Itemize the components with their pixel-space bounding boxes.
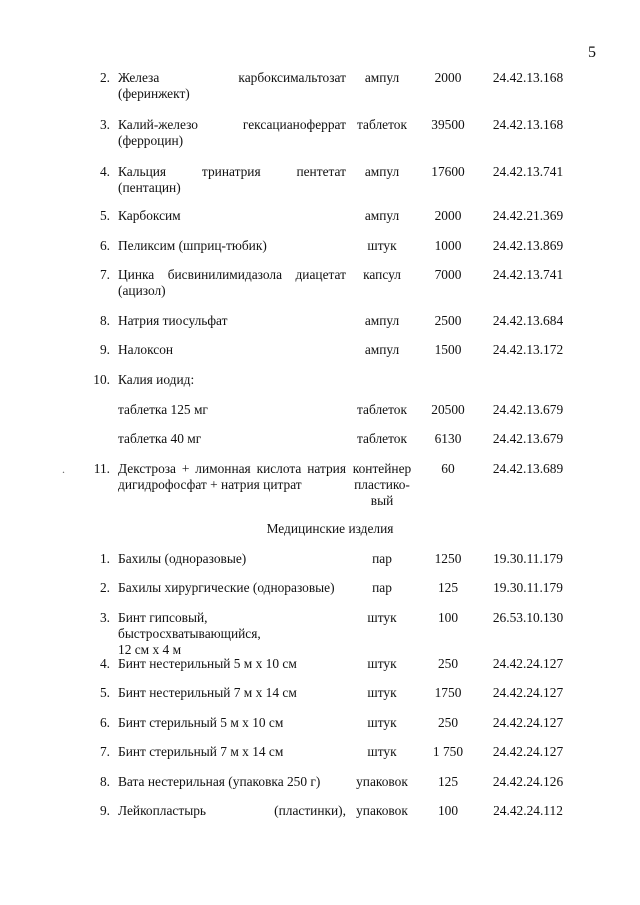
table-row <box>80 313 578 329</box>
item-code: 19.30.11.179 <box>493 551 563 566</box>
item-quantity: 7000 <box>434 267 462 282</box>
page-number: 5 <box>588 44 596 61</box>
row-number: 1. <box>99 551 110 566</box>
item-unit: штук <box>367 685 397 700</box>
item-quantity: 250 <box>437 656 459 671</box>
item-unit: таблеток <box>357 402 407 417</box>
item-name: Декстроза + лимонная кислота натрия дигидрофосфат + натрия цитрат <box>118 461 346 492</box>
item-unit: ампул <box>364 70 400 85</box>
item-unit: ампул <box>364 164 400 179</box>
table-row <box>80 208 578 224</box>
row-number: 4. <box>99 164 110 179</box>
item-code: 24.42.13.172 <box>492 342 564 357</box>
item-code: 24.42.24.127 <box>492 656 564 671</box>
item-code: 24.42.13.684 <box>492 313 564 328</box>
item-unit: ампул <box>364 208 400 223</box>
table-row <box>80 164 578 196</box>
item-name: таблетка 125 мг <box>118 402 208 417</box>
table-row <box>80 744 578 760</box>
table-row <box>80 342 578 358</box>
section-title: Медицинские изделия <box>266 521 394 536</box>
item-quantity: 250 <box>437 715 459 730</box>
item-name: Бахилы хирургические (одноразовые) <box>118 580 335 595</box>
item-name: Бинт нестерильный 5 м х 10 см <box>118 656 297 671</box>
item-quantity: 17600 <box>431 164 465 179</box>
item-quantity: 1000 <box>434 238 462 253</box>
item-quantity: 125 <box>437 774 459 789</box>
item-name: Железа карбоксимальтозат (феринжект) <box>118 70 346 101</box>
row-number: 10. <box>93 372 110 387</box>
table-row <box>80 656 578 672</box>
table-row <box>80 372 346 388</box>
item-quantity: 39500 <box>431 117 465 132</box>
item-name: Кальция тринатрия пентетат (пентацин) <box>118 164 346 195</box>
row-number: 2. <box>99 580 110 595</box>
item-name: Калий-железо гексацианоферрат (ферроцин) <box>118 117 346 148</box>
item-quantity: 100 <box>437 610 459 625</box>
item-name: Вата нестерильная (упаковка 250 г) <box>118 774 321 789</box>
table-row <box>80 580 578 596</box>
row-number: 5. <box>99 208 110 223</box>
item-code: 24.42.13.689 <box>492 461 564 476</box>
item-quantity: 125 <box>437 580 459 595</box>
item-code: 24.42.24.127 <box>492 744 564 759</box>
item-name: Калия иодид: <box>118 372 195 387</box>
margin-mark: . <box>62 462 65 476</box>
row-number: 9. <box>99 803 110 818</box>
item-quantity: 2000 <box>434 70 462 85</box>
table-row <box>80 685 578 701</box>
item-name: Пеликсим (шприц-тюбик) <box>118 238 267 253</box>
item-quantity: 1750 <box>434 685 462 700</box>
table-row <box>80 238 578 254</box>
item-code: 24.42.13.679 <box>492 402 564 417</box>
item-quantity: 2500 <box>434 313 462 328</box>
table-row <box>80 715 578 731</box>
row-number: 6. <box>99 715 110 730</box>
row-number: 11. <box>93 461 110 476</box>
item-name: Карбоксим <box>118 208 181 223</box>
item-code: 24.42.24.127 <box>492 715 564 730</box>
item-unit: пар <box>372 551 392 566</box>
item-unit: штук <box>367 610 397 625</box>
table-row <box>80 117 578 149</box>
item-code: 24.42.24.112 <box>493 803 563 818</box>
row-number: 7. <box>99 267 110 282</box>
item-quantity: 1250 <box>434 551 462 566</box>
item-name: таблетка 40 мг <box>118 431 202 446</box>
item-unit: ампул <box>364 342 400 357</box>
item-code: 24.42.24.127 <box>492 685 564 700</box>
item-unit: таблеток <box>357 431 407 446</box>
item-unit: штук <box>367 744 397 759</box>
item-name: Бинт нестерильный 7 м х 14 см <box>118 685 297 700</box>
item-quantity: 1 750 <box>432 744 464 759</box>
item-quantity: 20500 <box>431 402 465 417</box>
item-quantity: 6130 <box>434 431 462 446</box>
item-quantity: 100 <box>437 803 459 818</box>
item-code: 26.53.10.130 <box>492 610 564 625</box>
table-subrow <box>80 431 578 447</box>
item-name: Бинт гипсовый, быстросхватывающийся, 12 см х 4 м <box>118 610 261 657</box>
table-row <box>80 774 578 790</box>
row-number: 3. <box>99 117 110 132</box>
item-unit: штук <box>367 238 397 253</box>
item-name: Налоксон <box>118 342 174 357</box>
item-name: Цинка бисвинилимидазола диацетат (ацизол) <box>118 267 346 298</box>
row-number: 9. <box>99 342 110 357</box>
item-code: 19.30.11.179 <box>493 580 563 595</box>
table-row <box>62 461 578 509</box>
item-quantity: 1500 <box>434 342 462 357</box>
item-code: 24.42.13.869 <box>492 238 564 253</box>
item-code: 24.42.13.741 <box>492 267 564 282</box>
table-row <box>80 610 578 658</box>
item-name: Бахилы (одноразовые) <box>118 551 247 566</box>
item-unit: таблеток <box>357 117 407 132</box>
item-name: Бинт стерильный 5 м х 10 см <box>118 715 284 730</box>
item-name: Лейкопластырь (пластинки), <box>118 803 346 818</box>
item-unit: штук <box>367 656 397 671</box>
item-name: Натрия тиосульфат <box>118 313 228 328</box>
row-number: 4. <box>99 656 110 671</box>
row-number: 2. <box>99 70 110 85</box>
item-code: 24.42.13.168 <box>492 117 564 132</box>
table-row <box>80 70 578 102</box>
table-row <box>80 551 578 567</box>
table-subrow <box>80 402 578 418</box>
item-unit: штук <box>367 715 397 730</box>
item-unit: упаковок <box>356 774 408 789</box>
item-quantity: 60 <box>441 461 455 476</box>
table-row <box>80 803 578 819</box>
item-unit: упаковок <box>356 803 408 818</box>
row-number: 6. <box>99 238 110 253</box>
item-code: 24.42.13.168 <box>492 70 564 85</box>
item-code: 24.42.13.679 <box>492 431 564 446</box>
table-row <box>80 267 578 299</box>
item-name: Бинт стерильный 7 м х 14 см <box>118 744 284 759</box>
row-number: 8. <box>99 313 110 328</box>
row-number: 8. <box>99 774 110 789</box>
item-unit: ампул <box>364 313 400 328</box>
row-number: 7. <box>99 744 110 759</box>
item-code: 24.42.13.741 <box>492 164 564 179</box>
row-number: 3. <box>99 610 110 625</box>
item-code: 24.42.24.126 <box>492 774 564 789</box>
item-unit: пар <box>372 580 392 595</box>
item-unit: капсул <box>363 267 401 282</box>
item-quantity: 2000 <box>434 208 462 223</box>
item-code: 24.42.21.369 <box>492 208 564 223</box>
row-number: 5. <box>99 685 110 700</box>
item-unit: контейнер пластико- вый <box>352 461 412 508</box>
